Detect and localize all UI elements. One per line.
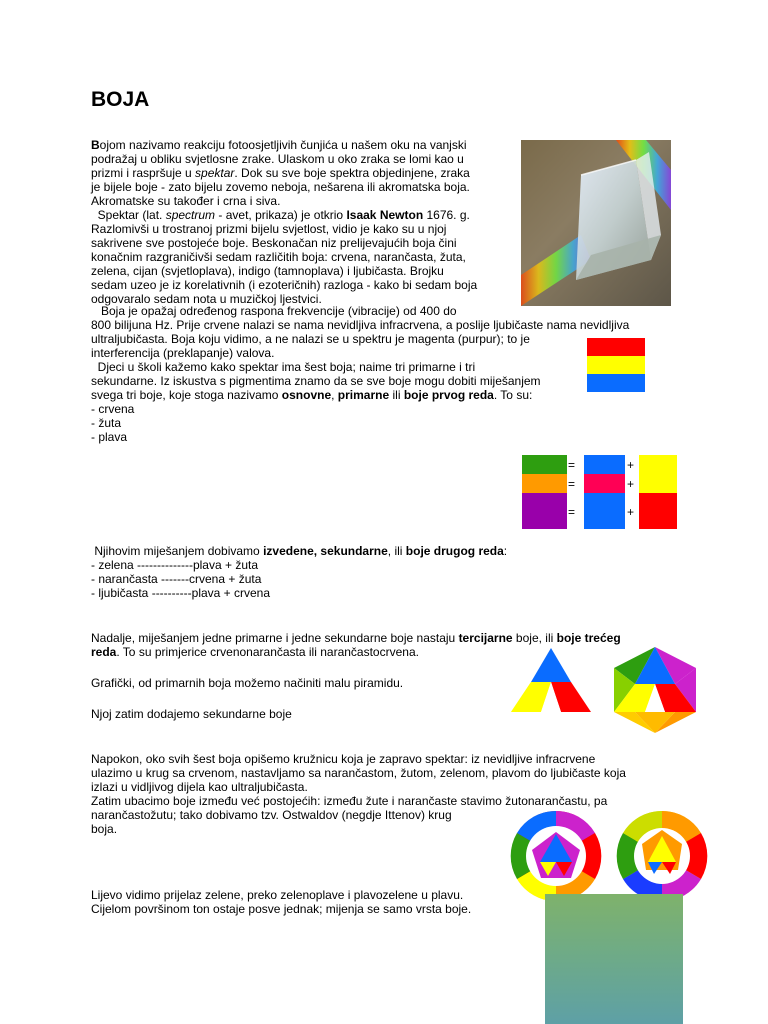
- text-span: Spektar (lat.: [91, 208, 166, 222]
- text-line: Cijelom površinom ton ostaje posve jednak; mijenja se samo vrsta boje.: [91, 902, 472, 916]
- list-item: - crvena: [91, 402, 135, 416]
- bold-term: osnovne: [281, 388, 332, 402]
- text-span: ,: [331, 388, 338, 402]
- bold-term: primarne: [337, 388, 390, 402]
- text-line: podražaj u obliku svjetlosne zrake. Ulaskom u oko zraka se lomi kao u: [91, 152, 464, 166]
- violet-swatch: [522, 493, 567, 529]
- italic-term: spektar: [195, 166, 235, 180]
- pyramid-text: Grafički, od primarnih boja možemo načiniti malu piramidu.: [91, 676, 404, 690]
- italic-term: spectrum: [165, 208, 216, 222]
- text-line: [91, 645, 419, 659]
- plus-sign: +: [627, 505, 635, 519]
- yellow-swatch: [587, 356, 645, 374]
- text-line: narančastožutu; tako dobivamo tzv. Ostwaldov (negdje Ittenov) krug: [91, 808, 452, 822]
- text-line: Akromatske su također i crna i siva.: [91, 194, 281, 208]
- prism-image: [521, 140, 671, 306]
- red-swatch: [587, 338, 645, 356]
- text-span: . To su primjerice crvenonarančasta ili narančastocrvena.: [116, 645, 419, 659]
- equals-sign: =: [568, 477, 576, 491]
- list-item: - ljubičasta ----------plava + crvena: [91, 586, 271, 600]
- itten-color-wheel: [614, 810, 710, 902]
- green-swatch: [522, 455, 567, 474]
- text-line: Zatim ubacimo boje između već postojećih: između žute i narančaste stavimo žutonarančastu, pa: [91, 794, 608, 808]
- text-line: 800 bilijuna Hz. Prije crvene nalazi se nama nevidljiva infracrvena, a poslije ljubičaste nama nevidljiva: [91, 318, 630, 332]
- orange-swatch: [522, 474, 567, 493]
- secondary-add-text: Njoj zatim dodajemo sekundarne boje: [91, 707, 292, 721]
- blue-swatch: [584, 493, 625, 529]
- red-swatch: [639, 493, 677, 529]
- text-line: odgovaralo sedam nota u muzičkoj ljestvici.: [91, 292, 322, 306]
- bold-term: reda: [91, 645, 117, 659]
- text-span: Njihovim miješanjem dobivamo: [91, 544, 264, 558]
- text-line: [91, 631, 621, 645]
- page-title: BOJA: [91, 88, 150, 111]
- primary-colors-swatch: [587, 338, 645, 392]
- text-line: sedam uzeo je iz korelativnih (i ezoteričnih) razloga - kako bi sedam boja: [91, 278, 478, 292]
- text-line: [91, 208, 470, 222]
- drop-letter: B: [91, 138, 100, 152]
- text-line: interferencija (preklapanje) valova.: [91, 346, 275, 360]
- equals-sign: =: [568, 505, 576, 519]
- primary-triangle-diagram: [510, 646, 592, 714]
- text-line: sekundarne. Iz iskustva s pigmentima znamo da se sve boje mogu dobiti miješanjem: [91, 374, 541, 388]
- equals-sign: =: [568, 458, 576, 472]
- text-line: sakrivene sve postojeće boje. Beskonačan niz prelijevajućih boja čini: [91, 236, 457, 250]
- text-line: boja.: [91, 822, 118, 836]
- blue-swatch: [584, 455, 625, 474]
- text-span: ili: [389, 388, 404, 402]
- text-span: . To su:: [493, 388, 533, 402]
- bold-name: Isaak Newton: [346, 208, 424, 222]
- text-line: Djeci u školi kažemo kako spektar ima šest boja; naime tri primarne i tri: [91, 360, 476, 374]
- list-item: - plava: [91, 430, 128, 444]
- text-line: ulazimo u krug sa crvenom, nastavljamo sa narančastom, žutom, zelenom, plavom do ljubičaste koja: [91, 766, 626, 780]
- ostwald-color-wheel: [508, 810, 604, 902]
- text-span: 1676. g.: [423, 208, 470, 222]
- text-span: :: [503, 544, 508, 558]
- bold-term: boje prvog reda: [403, 388, 494, 402]
- text-line: [91, 544, 507, 558]
- blue-swatch: [587, 374, 645, 392]
- text-line: Napokon, oko svih šest boja opišemo kružnicu koja je zapravo spektar: iz nevidljive infracrvene: [91, 752, 596, 766]
- text-line: konačnim razgraničivši sedam različitih boja: crvena, narančasta, žuta,: [91, 250, 466, 264]
- text-line: zelena, cijan (svjetloplava), indigo (tamnoplava) i ljubičasta. Brojku: [91, 264, 444, 278]
- text-span: boje, ili: [512, 631, 557, 645]
- text-span: prizmi i raspršuje u: [91, 166, 196, 180]
- list-item: - žuta: [91, 416, 122, 430]
- bold-term: boje drugog reda: [405, 544, 504, 558]
- list-item: - zelena --------------plava + žuta: [91, 558, 259, 572]
- text-line: [91, 138, 467, 152]
- text-line: izlazi u vidljivog dijela kao ultraljubičasta.: [91, 780, 308, 794]
- text-span: Nadalje, miješanjem jedne primarne i jedne sekundarne boje nastaju: [91, 631, 459, 645]
- text-line: [91, 166, 470, 180]
- hexagon-diagram: [613, 646, 697, 734]
- bold-term: tercijarne: [458, 631, 513, 645]
- text-span: ojom nazivamo reakciju fotoosjetljivih čunjića u našem oku na vanjski: [99, 138, 467, 152]
- text-line: ultraljubičasta. Boja koju vidimo, a ne nalazi se u spektru je magenta (purpur); to je: [91, 332, 530, 346]
- text-line: [91, 388, 532, 402]
- green-blue-gradient: [545, 894, 683, 1024]
- bold-term: boje trećeg: [556, 631, 621, 645]
- red-swatch: [584, 474, 625, 493]
- plus-sign: +: [627, 458, 635, 472]
- yellow-swatch: [639, 455, 677, 493]
- text-line: je bijele boje - zato bijelu zovemo neboja, nešarena ili akromatska boja.: [91, 180, 470, 194]
- text-line: Boja je opažaj određenog raspona frekvencije (vibracije) od 400 do: [91, 304, 457, 318]
- text-line: Lijevo vidimo prijelaz zelene, preko zelenoplave i plavozelene u plavu.: [91, 888, 464, 902]
- text-span: svega tri boje, koje stoga nazivamo: [91, 388, 282, 402]
- text-span: . Dok su sve boje spektra objedinjene, zraka: [234, 166, 470, 180]
- text-span: - avet, prikaza) je otkrio: [215, 208, 347, 222]
- bold-term: izvedene, sekundarne: [263, 544, 388, 558]
- plus-sign: +: [627, 477, 635, 491]
- text-line: Razlomivši u trostranoj prizmi bijelu svjetlost, vidio je kako su u njoj: [91, 222, 447, 236]
- text-span: , ili: [387, 544, 406, 558]
- list-item: - narančasta -------crvena + žuta: [91, 572, 262, 586]
